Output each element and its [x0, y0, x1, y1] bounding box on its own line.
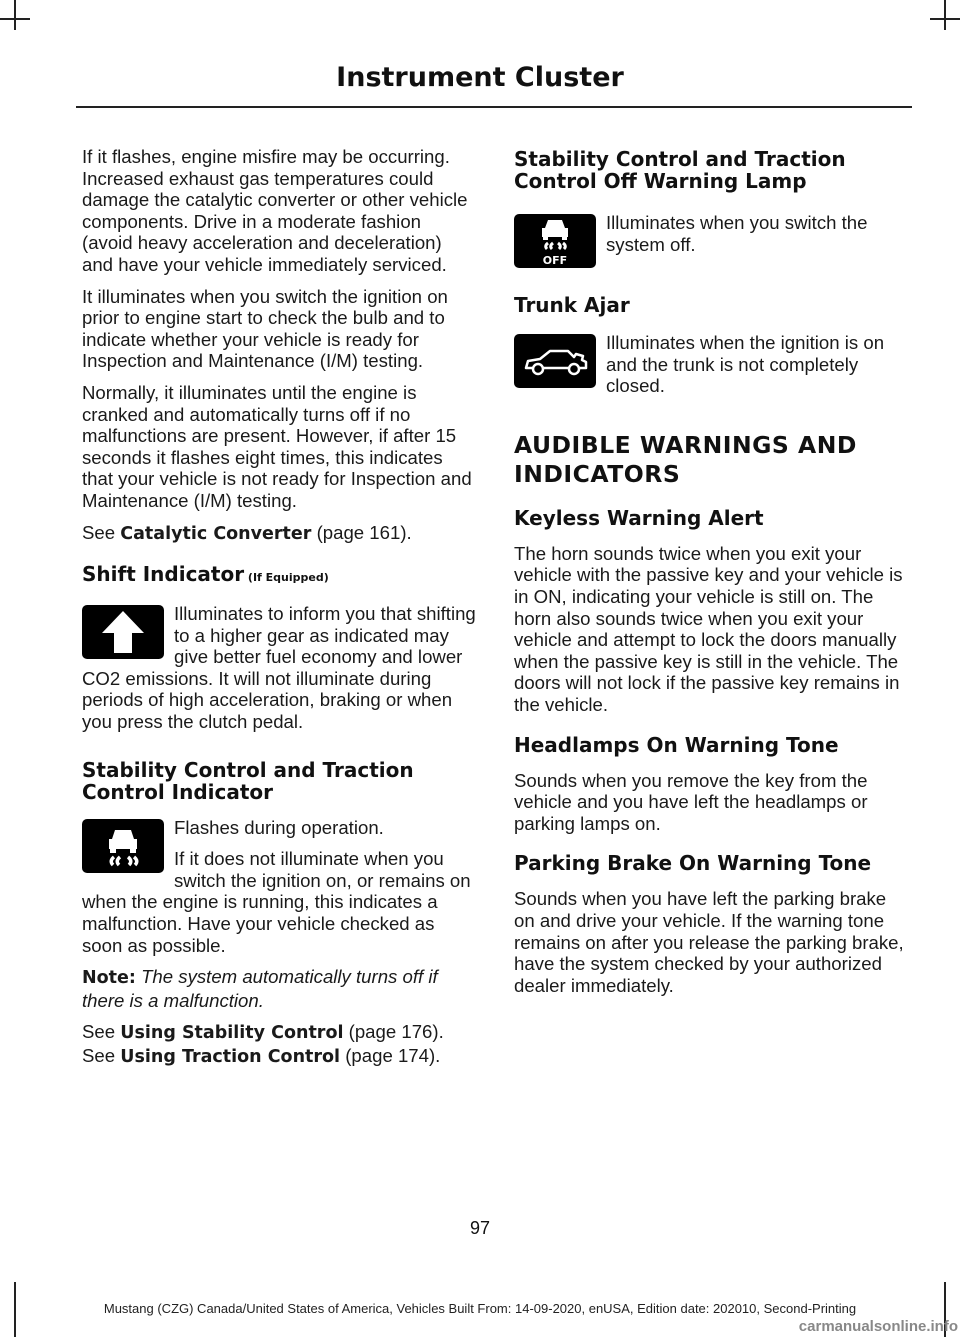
page-number: 97 — [469, 1218, 491, 1238]
stability-off-text: Illuminates when you switch the system off. — [606, 212, 868, 255]
page-title: Instrument Cluster — [336, 62, 624, 93]
crop-mark — [14, 0, 16, 30]
note-label: Note: — [82, 968, 136, 989]
audible-warnings-heading: AUDIBLE WARNINGS AND INDICATORS — [514, 430, 857, 488]
misfire-paragraph: If it flashes, engine misfire may be occurring. Increased exhaust gas temperatures could damage the catalytic converter or other vehicle components. Drive in a moderate fashion (avoid heavy acceleration and deceleration) and have your vehicle immediately serviced. — [82, 146, 468, 275]
catalytic-converter-link[interactable]: Catalytic Converter — [120, 523, 312, 544]
parking-brake-tone-text: Sounds when you have left the parking brake on and drive your vehicle. If the warning tone remains on after you release the parking brake, have the system checked by your authorized dealer immediately. — [514, 888, 904, 996]
stability-indicator-block — [82, 817, 476, 967]
shift-indicator-text: Illuminates to inform you that shifting to a higher gear as indicated may give better fuel economy and lower CO2 emissions. It will not illuminate during periods of high acceleration, braking or when you press the clutch pedal. — [82, 603, 476, 733]
trunk-ajar-icon — [514, 334, 596, 388]
trunk-ajar-text: Illuminates when the ignition is on and the trunk is not completely closed. — [606, 332, 885, 397]
see-traction: See Using Traction Control (page 174). — [82, 1045, 441, 1067]
see-catalytic: See Catalytic Converter (page 161). — [82, 521, 412, 544]
stability-text-2: If it does not illuminate when you switch the ignition on, or remains on when the engine is running, this indicates a malfunction. Have your vehicle checked as soon as possible. — [82, 848, 471, 956]
left-column — [82, 146, 476, 1079]
crop-mark — [930, 18, 960, 20]
keyless-warning-heading: Keyless Warning Alert — [514, 505, 764, 530]
keyless-warning-text: The horn sounds twice when you exit your vehicle with the passive key and your vehicle is in ON, indicating your vehicle is still on. The horn also sounds twice when you exit your vehicle and attempt to lock the doors manually when the passive key is still in the vehicle. The doors will not lock if the passive key remains in the vehicle. — [514, 542, 903, 715]
stability-indicator-heading: Stability Control and Traction Control Indicator — [82, 757, 414, 804]
off-icon-label: OFF — [542, 254, 568, 267]
headlamps-tone-heading: Headlamps On Warning Tone — [514, 732, 839, 757]
note-paragraph: Note: The system automatically turns off if there is a malfunction. — [82, 966, 438, 1011]
watermark: carmanualsonline.info — [798, 1318, 958, 1335]
using-stability-control-link[interactable]: Using Stability Control — [120, 1023, 344, 1044]
header-divider — [76, 106, 912, 108]
stability-off-heading: Stability Control and Traction Control Off Warning Lamp — [514, 147, 846, 193]
trunk-ajar-block — [514, 332, 908, 397]
stability-control-off-icon — [514, 214, 596, 268]
stability-control-icon — [82, 819, 164, 873]
using-traction-control-link[interactable]: Using Traction Control — [120, 1047, 341, 1067]
see-stability: See Using Stability Control (page 176). — [82, 1021, 444, 1044]
crop-mark — [944, 0, 946, 30]
crop-mark — [0, 18, 30, 20]
footer-edition-info: Mustang (CZG) Canada/United States of America, Vehicles Built From: 14-09-2020, enUSA, Edition date: 202010, Second-Printing — [103, 1301, 857, 1316]
shift-up-arrow-icon — [82, 605, 164, 659]
right-column — [514, 146, 908, 1006]
shift-indicator-block — [82, 603, 476, 733]
stability-text-1: Flashes during operation. — [174, 816, 384, 838]
headlamps-tone-text: Sounds when you remove the key from the vehicle and you have left the headlamps or parking lamps on. — [514, 769, 868, 834]
ignition-paragraph: It illuminates when you switch the ignition on prior to engine start to check the bulb and to indicate whether your vehicle is ready for Inspection and Maintenance (I/M) testing. — [82, 285, 448, 372]
parking-brake-tone-heading: Parking Brake On Warning Tone — [514, 851, 872, 876]
trunk-ajar-heading: Trunk Ajar — [514, 293, 630, 317]
normal-paragraph: Normally, it illuminates until the engine is cranked and automatically turns off if no malfunctions are present. However, if after 15 seconds it flashes eight times, this indicates that your vehicle is not ready for Inspection and Maintenance (I/M) testing. — [82, 381, 472, 511]
stability-off-block — [514, 212, 908, 272]
shift-indicator-heading: Shift Indicator (If Equipped) — [82, 562, 329, 587]
